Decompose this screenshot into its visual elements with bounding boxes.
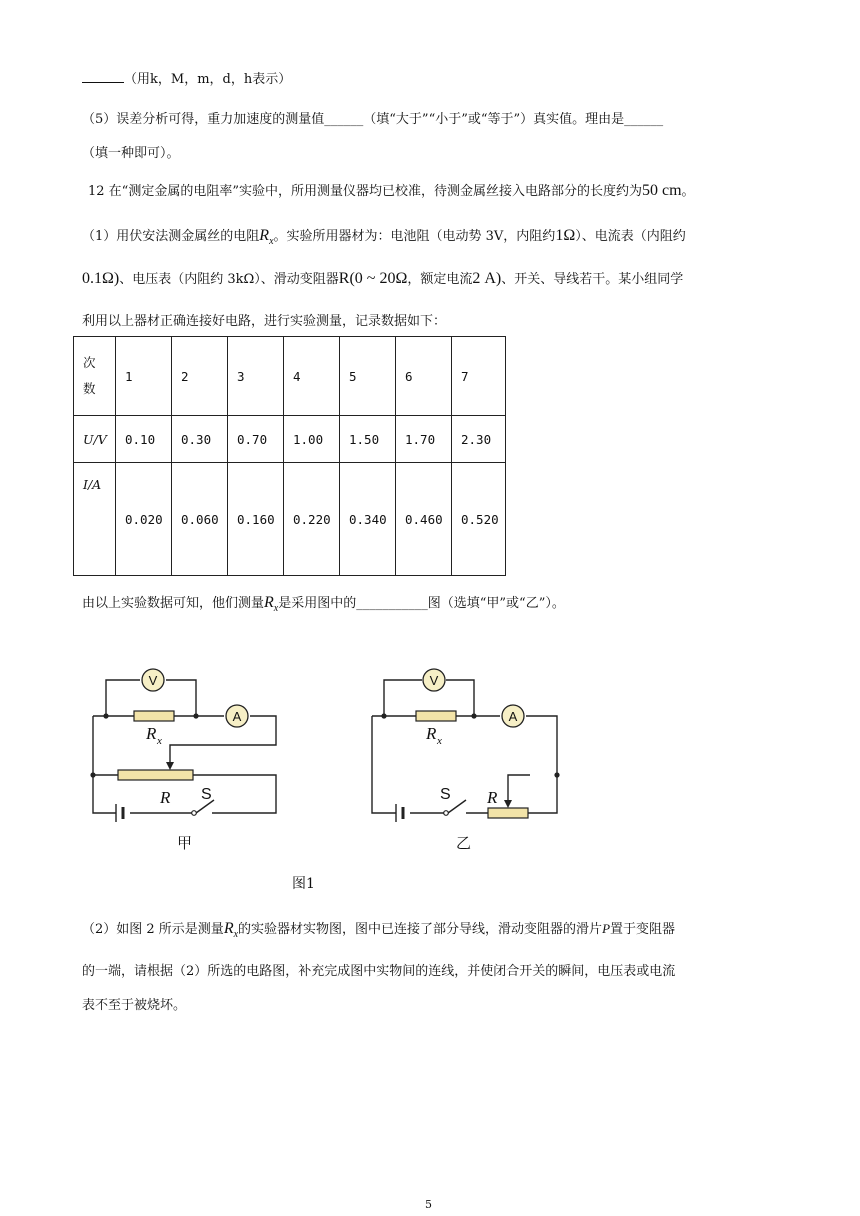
rx-symbol: $R_x$: [259, 227, 274, 248]
voltage-cell: 1.70: [396, 416, 452, 463]
question-12-part2-cont: 的一端，请根据（2）所选的电路图，补充完成图中实物间的连线，并使闭合开关的瞬间，电压表或电流: [82, 964, 676, 979]
rx-subscript: x: [437, 735, 442, 747]
voltage-cell: 0.70: [228, 416, 284, 463]
voltage-cell: 2.30: [452, 416, 506, 463]
current-cell: 0.220: [284, 463, 340, 576]
current-cell: 0.160: [228, 463, 284, 576]
rx-subscript: x: [157, 735, 162, 747]
question-5-cont: （填一种即可）。: [82, 146, 180, 161]
voltage-cell: 0.10: [116, 416, 172, 463]
slider-symbol: P: [602, 921, 611, 936]
question-12-part2: [82, 918, 675, 940]
current-label: I/A: [74, 463, 116, 576]
battery-resistance: 1Ω: [555, 227, 576, 244]
part2-text-c: 置于变阻器: [610, 922, 676, 937]
rx-symbol: $R_x$: [223, 920, 239, 941]
voltage-cell: 1.00: [284, 416, 340, 463]
question-12-part1-cont2: 利用以上器材正确连接好电路，进行实验测量，记录数据如下：: [82, 314, 447, 329]
current-cell: 0.520: [452, 463, 506, 576]
trial-cell: 2: [172, 337, 228, 416]
trial-cell: 1: [116, 337, 172, 416]
voltage-cell: 1.50: [340, 416, 396, 463]
choice-text: 由以上实验数据可知，他们测量: [82, 596, 265, 611]
voltmeter-label: V: [429, 673, 439, 688]
part1-text-d: 、电压表（内阻约 3kΩ）、滑动变阻器: [119, 272, 339, 287]
trial-cell: 5: [340, 337, 396, 416]
ammeter-label: A: [232, 709, 242, 724]
trial-cell: 4: [284, 337, 340, 416]
rx-label: R: [146, 724, 157, 743]
intro-text: 12 在“测定金属的电阻率”实验中，所用测量仪器均已校准，待测金属丝接入电路部分的长度约为: [88, 184, 642, 199]
current-cell: 0.460: [396, 463, 452, 576]
question-12-part2-cont2: 表不至于被烧坏。: [82, 998, 187, 1013]
part1-text: （1）用伏安法测金属丝的电阻: [82, 229, 260, 244]
ammeter-resistance: 0.1Ω): [82, 270, 120, 287]
current-cell: 0.340: [340, 463, 396, 576]
rx-label: R: [426, 724, 437, 743]
voltage-label: U/V: [74, 416, 116, 463]
rheostat-label: R: [160, 788, 171, 807]
trial-cell: 7: [452, 337, 506, 416]
intro-end: 。: [681, 184, 695, 199]
symbols-hint: （用k，M，m，d，h表示）: [124, 72, 292, 87]
current-cell: 0.060: [172, 463, 228, 576]
voltage-cell: 0.30: [172, 416, 228, 463]
question-5: （5）误差分析可得，重力加速度的测量值______（填“大于”“小于”或“等于”）真实值。理由是______: [82, 112, 664, 127]
rheostat-label: R: [487, 788, 498, 807]
part2-text: （2）如图 2 所示是测量: [82, 922, 224, 937]
current-cell: 0.020: [116, 463, 172, 576]
figure-caption: 图1: [292, 876, 315, 892]
caption-yi: 乙: [456, 834, 472, 852]
rx-symbol: $R_x$: [264, 594, 279, 615]
voltmeter-label: V: [148, 673, 158, 688]
choice-text-b: 是采用图中的___________图（选填“甲”或“乙”）。: [278, 596, 565, 611]
part1-text-f: 、开关、导线若干。某小组同学: [501, 272, 684, 287]
length-value: 50 cm: [641, 182, 682, 199]
rated-current: 2 A): [472, 270, 502, 287]
caption-jia: 甲: [177, 834, 193, 852]
trial-cell: 6: [396, 337, 452, 416]
rheostat-range: R(0 ~ 20Ω: [338, 270, 408, 287]
part1-text-c: ）、电流表（内阻约: [575, 229, 686, 244]
switch-label: S: [440, 786, 451, 803]
table-header-label: 次 数: [74, 337, 116, 416]
page-number: 5: [425, 1198, 432, 1211]
part1-text-e: ，额定电流: [407, 272, 473, 287]
part2-text-b: 的实验器材实物图，图中已连接了部分导线，滑动变阻器的滑片: [238, 922, 603, 937]
switch-label: S: [201, 786, 212, 803]
trial-cell: 3: [228, 337, 284, 416]
part1-text-b: 。实验所用器材为：电池阻（电动势 3V，内阻约: [273, 229, 556, 244]
ammeter-label: A: [508, 709, 518, 724]
